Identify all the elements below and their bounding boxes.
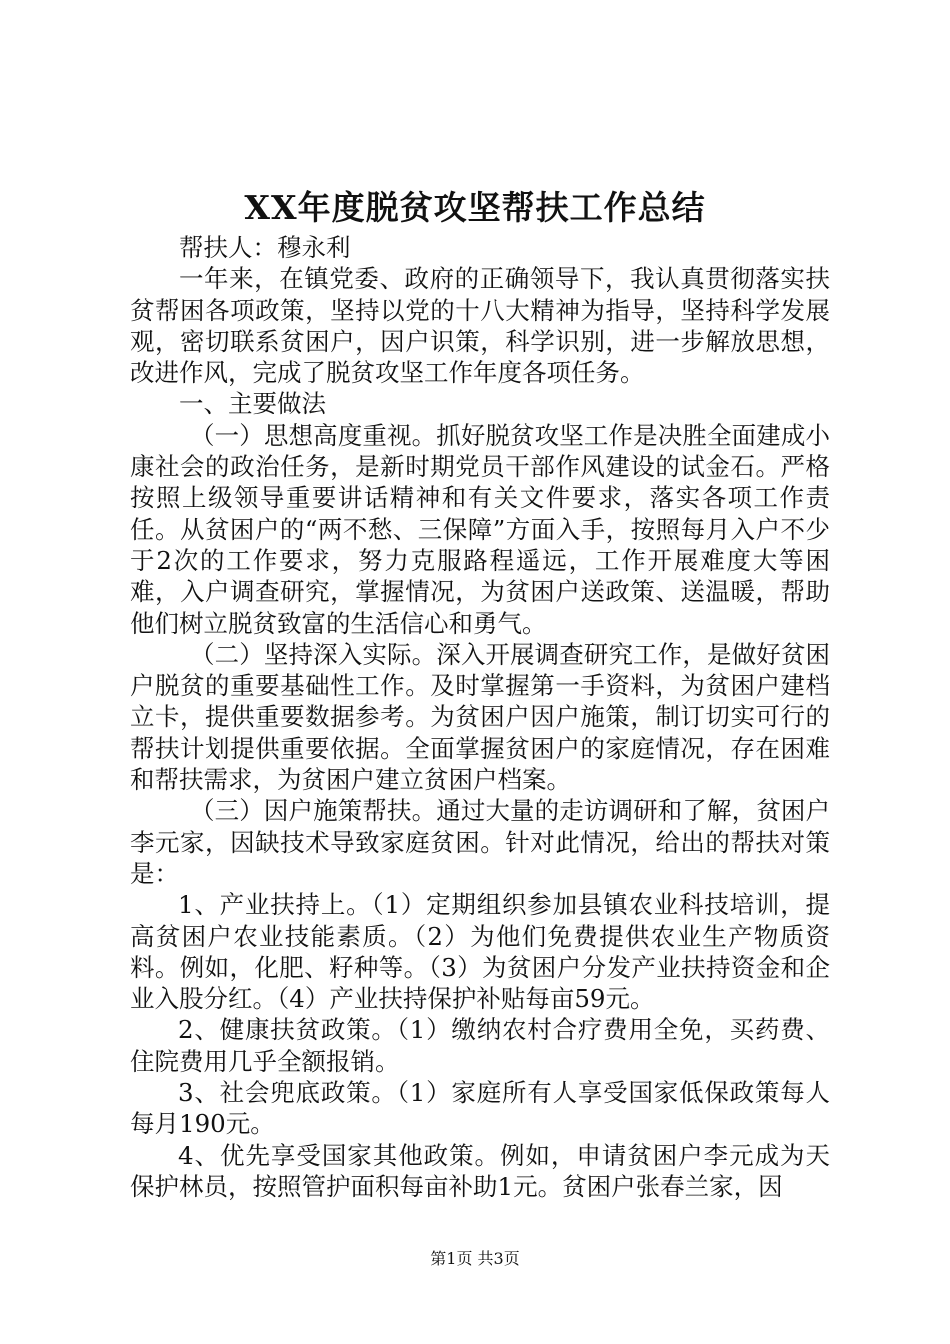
helper-line: 帮扶人：穆永利 (179, 233, 351, 262)
subsection-paragraph: （三）因户施策帮扶。通过大量的走访调研和了解，贫困户李元家，因缺技术导致家庭贫困。针对此情况，给出的帮扶对策是： (130, 796, 830, 888)
page-footer: 第1页 共3页 (430, 1249, 520, 1268)
numbered-paragraph: 1、产业扶持上。（1）定期组织参加县镇农业科技培训，提高贫困户农业技能素质。（2）为他们免费提供农业生产物质资料。例如，化肥、籽种等。（3）为贫困户分发产业扶持资金和企业入股分红。（4）产业扶持保护补贴每亩59元。 (130, 890, 830, 1014)
numbered-paragraph: 4、优先享受国家其他政策。例如，申请贫困户李元成为天保护林员，按照管护面积每亩补助1元。贫困户张春兰家，因 (130, 1140, 830, 1201)
document-title: XX年度脱贫攻坚帮扶工作总结 (244, 188, 706, 227)
intro-paragraph: 一年来，在镇党委、政府的正确领导下，我认真贯彻落实扶贫帮困各项政策，坚持以党的十八大精神为指导，坚持科学发展观，密切联系贫困户，因户识策，科学识别，进一步解放思想，改进作风，完成了脱贫攻坚工作年度各项任务。 (130, 264, 830, 388)
numbered-paragraph: 2、健康扶贫政策。（1）缴纳农村合疗费用全免，买药费、住院费用几乎全额报销。 (130, 1015, 830, 1076)
section-heading: 一、主要做法 (179, 389, 326, 419)
numbered-paragraph: 3、社会兜底政策。（1）家庭所有人享受国家低保政策每人每月190元。 (130, 1078, 830, 1139)
subsection-paragraph: （二）坚持深入实际。深入开展调查研究工作，是做好贫困户脱贫的重要基础性工作。及时掌握第一手资料，为贫困户建档立卡，提供重要数据参考。为贫困户因户施策，制订切实可行的帮扶计划提供重要依据。全面掌握贫困户的家庭情况，存在困难和帮扶需求，为贫困户建立贫困户档案。 (130, 639, 830, 795)
subsection-paragraph: （一）思想高度重视。抓好脱贫攻坚工作是决胜全面建成小康社会的政治任务，是新时期党员干部作风建设的试金石。严格按照上级领导重要讲话精神和有关文件要求，落实各项工作责任。从贫困户的“两不愁、三保障”方面入手，按照每月入户不少于2次的工作要求，努力克服路程遥远，工作开展难度大等困难，入户调查研究，掌握情况，为贫困户送政策、送温暖，帮助他们树立脱贫致富的生活信心和勇气。 (130, 420, 830, 638)
document-body (130, 232, 830, 1202)
